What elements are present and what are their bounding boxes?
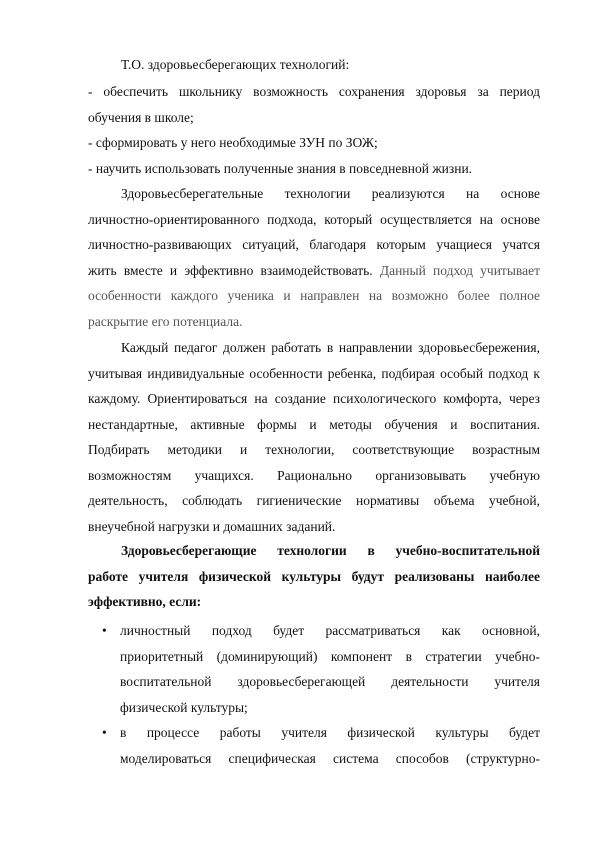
paragraph-line: Подбирать методики и технологии, соответствующие возрастным (88, 442, 540, 457)
paragraph-line: эффективно, если: (88, 594, 202, 609)
goals-list (88, 79, 540, 181)
paragraph-2 (88, 335, 540, 539)
paragraph-line: раскрытие его потенциала. (88, 313, 243, 329)
paragraph-line: личностно-ориентированного подхода, который осуществляется на основе (88, 211, 540, 227)
paragraph-1 (88, 181, 540, 334)
paragraph-line: работе учителя физической культуры будут реализованы наиболее (88, 568, 540, 584)
paragraph-line: каждому. Ориентироваться на создание психологического комфорта, через (88, 391, 540, 406)
paragraph-line: нестандартные, активные формы и методы обучения и воспитания. (88, 416, 540, 432)
goal-line: - обеспечить школьнику возможность сохранения здоровья за период (88, 84, 540, 99)
paragraph-line: деятельность, соблюдать гигиенические нормативы объема учебной, (88, 493, 540, 508)
paragraph-line: личностно-развивающих ситуаций, благодаря которым учащиеся учатся (88, 237, 540, 252)
paragraph-line: особенности каждого ученика и направлен на возможно более полное (88, 288, 540, 303)
list-item-line: физической культуры; (120, 699, 248, 715)
intro-title: Т.О. здоровьесберегающих технологий: (121, 57, 350, 72)
list-item-line: в процессе работы учителя физической культуры будет (120, 725, 540, 740)
paragraph-text-gray: Данный подход учитывает (372, 262, 540, 278)
goal-line: - сформировать у него необходимые ЗУН по ЗОЖ; (88, 135, 378, 150)
list-item-line: моделироваться специфическая система способов (структурно- (120, 750, 540, 766)
paragraph-line: возможностям учащихся. Рационально организовывать учебную (88, 467, 540, 483)
list-item-line: личностный подход будет рассматриваться как основной, (120, 623, 540, 638)
list-item-line: воспитательной здоровьесберегающей деятельности учителя (120, 674, 540, 689)
paragraph-text: жить вместе и эффективно взаимодействовать. (88, 262, 373, 278)
goal-line: - научить использовать полученные знания в повседневной жизни. (88, 160, 473, 176)
bullet-icon: • (102, 725, 107, 740)
bullet-icon: • (102, 623, 107, 638)
paragraph-line: Здоровьесберегающие технологии в учебно-воспитательной (121, 543, 540, 558)
list-item-line: приоритетный (доминирующий) компонент в стратегии учебно- (120, 648, 540, 664)
intro-block (88, 52, 540, 78)
paragraph-line: внеучебной нагрузки и домашних заданий. (88, 518, 336, 534)
paragraph-line: учитывая индивидуальные особенности ребенка, подбирая особый подход к (88, 365, 540, 381)
list-item (88, 618, 540, 720)
paragraph-line: Здоровьесберегательные технологии реализуются на основе (121, 186, 540, 201)
paragraph-line (88, 258, 540, 284)
list-item (88, 720, 540, 771)
goal-line: обучения в школе; (88, 109, 194, 125)
paragraph-3-bold (88, 538, 540, 615)
bullet-list (88, 618, 540, 771)
paragraph-line: Каждый педагог должен работать в направлении здоровьесбережения, (121, 340, 540, 355)
